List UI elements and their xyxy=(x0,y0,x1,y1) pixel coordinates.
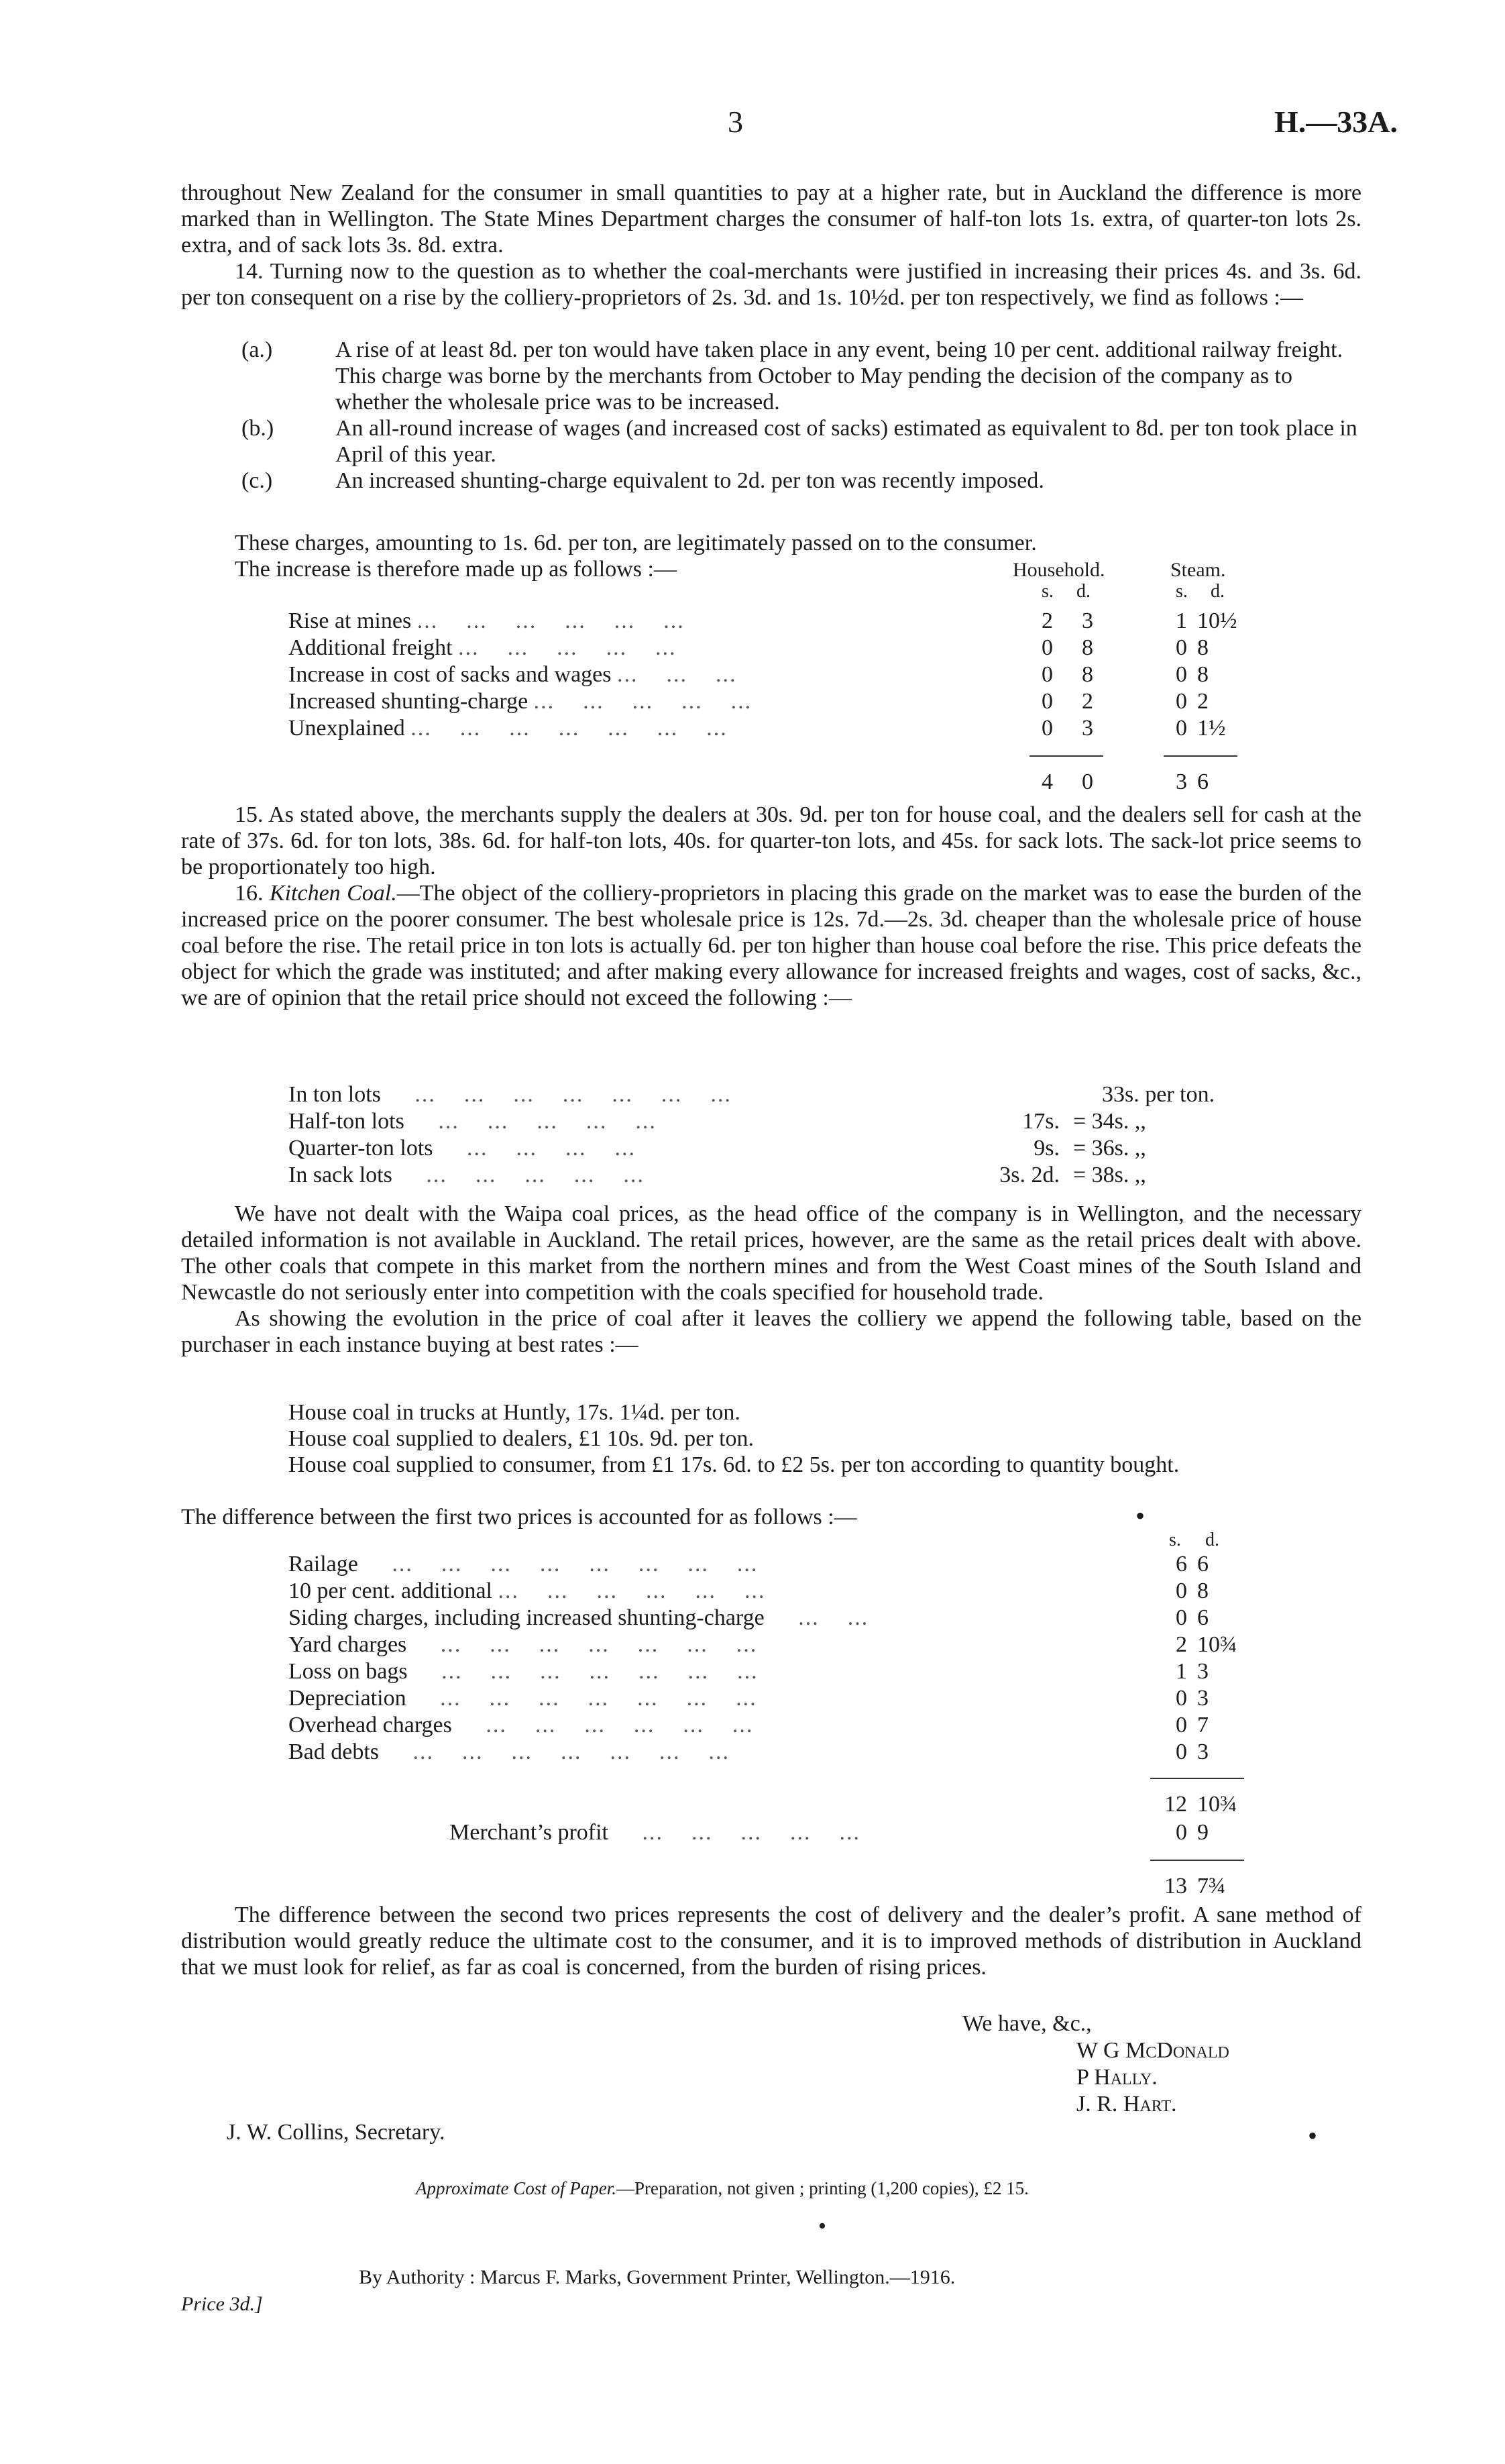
signatory: J. R. Hart. xyxy=(1076,2092,1177,2117)
cell: 10¾ xyxy=(1197,1632,1237,1657)
cell: 0 xyxy=(1042,635,1053,660)
sub-d: d. xyxy=(1205,1530,1219,1550)
page-number: 3 xyxy=(728,105,743,139)
total-cell: 13 xyxy=(1164,1874,1187,1898)
cell: 3 xyxy=(1082,716,1093,741)
difference-intro: The difference between the first two prices is accounted for as follows :— xyxy=(181,1505,857,1530)
item-c: (c.) An increased shunting-charge equivalent to 2d. per ton was recently imposed. xyxy=(241,468,1044,493)
table-row: In sack lots ... ... ... ... ... xyxy=(288,1163,645,1187)
cell: 0 xyxy=(1176,1605,1187,1630)
cell: 9 xyxy=(1197,1820,1209,1845)
closing: We have, &c., xyxy=(962,2011,1092,2036)
price: Price 3d.] xyxy=(181,2293,263,2315)
cell: 7 xyxy=(1197,1713,1209,1737)
cell: 2 xyxy=(1176,1632,1187,1657)
cell: 8 xyxy=(1197,662,1209,687)
cell: 6 xyxy=(1197,1605,1209,1630)
cell: 0 xyxy=(1176,1686,1187,1711)
cell: 3 xyxy=(1197,1686,1209,1711)
cell: 0 xyxy=(1176,689,1187,714)
table-row: 10 per cent. additional ... ... ... ... ... ... xyxy=(288,1578,766,1603)
document-reference: H.—33A. xyxy=(1274,105,1398,139)
cell: 1 xyxy=(1176,608,1187,633)
cell: 0 xyxy=(1176,1713,1187,1737)
table-row: Merchant’s profit ... ... ... ... ... xyxy=(449,1820,860,1845)
cell: 3 xyxy=(1197,1659,1209,1684)
cell: 0 xyxy=(1042,662,1053,687)
evolution-list xyxy=(288,1399,1361,1478)
cell: 6 xyxy=(1197,1552,1209,1576)
cell: 8 xyxy=(1082,635,1093,660)
table-row: Rise at mines ... ... ... ... ... ... xyxy=(288,608,685,633)
cell: 0 xyxy=(1176,716,1187,741)
cell: 0 xyxy=(1176,1739,1187,1764)
table-row: Additional freight ... ... ... ... ... xyxy=(288,635,677,660)
col-household: Household. xyxy=(1013,559,1105,581)
item-b: (b.) An all-round increase of wages (and increased cost of sacks) estimated as equivalent to 8d. per ton took place in April of this year. xyxy=(241,416,1357,467)
paragraphs-15-16 xyxy=(181,802,1361,1011)
cell: 1 xyxy=(1176,1659,1187,1684)
cell: 17s. xyxy=(1022,1109,1060,1134)
evolution-item: House coal in trucks at Huntly, 17s. 1¼d. per ton. xyxy=(288,1400,740,1425)
evolution-item: House coal supplied to consumer, from £1 17s. 6d. to £2 5s. per ton according to quantity bought. xyxy=(288,1452,1180,1477)
paragraph-waipa: We have not dealt with the Waipa coal prices, as the head office of the company is in Wellington, and the necessary detailed information is not available in Auckland. The retail prices, however, are the same as the retail prices dealt with above. The other coals that compete in this market from the northern mines and from the West Coast mines of the South Island and Newcastle do not seriously enter into competition with the coals specified for household trade. xyxy=(181,1201,1361,1305)
waipa-block xyxy=(181,1201,1361,1358)
table-row: Bad debts ... ... ... ... ... ... ... xyxy=(288,1739,730,1764)
evolution-item: House coal supplied to dealers, £1 10s. 9d. per ton. xyxy=(288,1426,755,1451)
cell: = 36s. ,, xyxy=(1073,1136,1146,1161)
subtotal-cell: 10¾ xyxy=(1197,1792,1237,1817)
cell: 2 xyxy=(1042,608,1053,633)
cell: 2 xyxy=(1197,689,1209,714)
cell: 8 xyxy=(1082,662,1093,687)
paragraph-final: The difference between the second two prices represents the cost of delivery and the dealer’s profit. A sane method of distribution would greatly reduce the ultimate cost to the consumer, and it is to improved methods of distribution in Auckland that we must look for relief, as far as coal is concerned, from the burden of rising prices. xyxy=(181,1903,1361,1980)
cell: 0 xyxy=(1042,716,1053,741)
intro-paragraph: throughout New Zealand for the consumer in small quantities to pay at a higher rate, but in Auckland the difference is more marked than in Wellington. The State Mines Department charges the consumer of half-ton lots 1s. extra, of quarter-ton lots 2s. extra, and of sack lots 3s. 8d. extra. xyxy=(181,180,1361,258)
sub-s: s. xyxy=(1176,581,1188,602)
sum-rule xyxy=(1150,1778,1244,1779)
sub-s: s. xyxy=(1042,581,1054,602)
total-cell: 6 xyxy=(1197,769,1209,794)
cell: 3s. 2d. xyxy=(999,1163,1060,1187)
cell: 2 xyxy=(1082,689,1093,714)
table-row: In ton lots ... ... ... ... ... ... ... xyxy=(288,1082,732,1107)
cell: 0 xyxy=(1042,689,1053,714)
paragraph-14: 14. Turning now to the question as to whether the coal-merchants were justified in increasing their prices 4s. and 3s. 6d. per ton consequent on a rise by the colliery-proprietors of 2s. 3d. and 1s. 10½d. per ton respectively, we find as follows :— xyxy=(181,259,1361,310)
table-row: Overhead charges ... ... ... ... ... ... xyxy=(288,1713,754,1737)
cell: = 34s. ,, xyxy=(1073,1109,1146,1134)
cell: 0 xyxy=(1176,635,1187,660)
cell: 33s. per ton. xyxy=(1102,1082,1215,1107)
table-row: Railage ... ... ... ... ... ... ... ... xyxy=(288,1552,759,1576)
col-steam: Steam. xyxy=(1170,559,1226,581)
table-row: Siding charges, including increased shunting-charge ... ... xyxy=(288,1605,869,1630)
cell: 9s. xyxy=(1034,1136,1060,1161)
total-cell: 4 xyxy=(1042,769,1053,794)
table-row: Increased shunting-charge ... ... ... ... ... xyxy=(288,689,752,714)
final-block xyxy=(181,1902,1361,1980)
secretary: J. W. Collins, Secretary. xyxy=(227,2120,445,2145)
paragraph-evolution: As showing the evolution in the price of coal after it leaves the colliery we append the following table, based on the purchaser in each instance buying at best rates :— xyxy=(181,1306,1361,1357)
total-cell: 0 xyxy=(1082,769,1093,794)
item-a: (a.) A rise of at least 8d. per ton would have taken place in any event, being 10 per cent. additional railway freight. This charge was borne by the merchants from October to May pending the decision of the company as to whether the wholesale price was to be increased. xyxy=(241,337,1343,415)
increase-intro: The increase is therefore made up as follows :— xyxy=(235,557,677,582)
table-row: Increase in cost of sacks and wages ... ... ... xyxy=(288,662,737,687)
cell: 8 xyxy=(1197,635,1209,660)
sum-rule xyxy=(1164,755,1237,757)
table-row: Loss on bags ... ... ... ... ... ... ... xyxy=(288,1659,759,1684)
cell: 10½ xyxy=(1197,608,1237,633)
sub-d: d. xyxy=(1076,581,1091,602)
cell: 6 xyxy=(1176,1552,1187,1576)
cell: 3 xyxy=(1082,608,1093,633)
paragraph-16: 16. Kitchen Coal.—The object of the colliery-proprietors in placing this grade on the market was to ease the burden of the increased price on the poorer consumer. The best wholesale price is 12s. 7d.—2s. 3d. cheaper than the wholesale price of house coal before the rise. The retail price in ton lots is actually 6d. per ton higher than house coal before the rise. This price defeats the object for which the grade was instituted; and after making every allowance for increased freights and wages, cost of sacks, &c., we are of opinion that the retail price should not exceed the following :— xyxy=(181,881,1362,1010)
sum-rule xyxy=(1029,755,1103,757)
cell: 0 xyxy=(1176,662,1187,687)
cell: 0 xyxy=(1176,1578,1187,1603)
intro-block xyxy=(181,180,1361,311)
sub-d: d. xyxy=(1211,581,1225,602)
cell: 1½ xyxy=(1197,716,1226,741)
table-row: Half-ton lots ... ... ... ... ... xyxy=(288,1109,657,1134)
table-row: Unexplained ... ... ... ... ... ... ... xyxy=(288,716,728,741)
items-list xyxy=(241,337,1361,494)
signatory: P Hally. xyxy=(1076,2065,1158,2090)
paragraph-15: 15. As stated above, the merchants supply the dealers at 30s. 9d. per ton for house coal, and the dealers sell for cash at the rate of 37s. 6d. for ton lots, 38s. 6d. for half-ton lots, 40s. for quarter-ton lots, and 45s. for sack lots. The sack-lot price seems to be proportionately too high. xyxy=(181,802,1361,879)
table-row: Quarter-ton lots ... ... ... ... xyxy=(288,1136,636,1161)
sum-rule xyxy=(1150,1860,1244,1861)
cost-note: Approximate Cost of Paper.—Preparation, not given ; printing (1,200 copies), £2 15. xyxy=(416,2178,1029,2198)
cell: = 38s. ,, xyxy=(1073,1163,1146,1187)
authority-line: By Authority : Marcus F. Marks, Government Printer, Wellington.—1916. xyxy=(359,2266,956,2288)
bullet-mark: • xyxy=(1308,2121,1318,2151)
cell: 3 xyxy=(1197,1739,1209,1764)
bullet-mark: • xyxy=(1135,1501,1146,1531)
total-cell: 3 xyxy=(1176,769,1187,794)
total-cell: 7¾ xyxy=(1197,1874,1226,1898)
cell: 8 xyxy=(1197,1578,1209,1603)
signatory: W G McDonald xyxy=(1076,2038,1229,2063)
sub-s: s. xyxy=(1169,1530,1181,1550)
charges-line: These charges, amounting to 1s. 6d. per ton, are legitimately passed on to the consumer. xyxy=(235,531,1037,555)
cell: 0 xyxy=(1176,1820,1187,1845)
subtotal-cell: 12 xyxy=(1164,1792,1187,1817)
bullet-mark: • xyxy=(818,2214,826,2239)
table-row: Depreciation ... ... ... ... ... ... ... xyxy=(288,1686,757,1711)
table-row: Yard charges ... ... ... ... ... ... ... xyxy=(288,1632,758,1657)
